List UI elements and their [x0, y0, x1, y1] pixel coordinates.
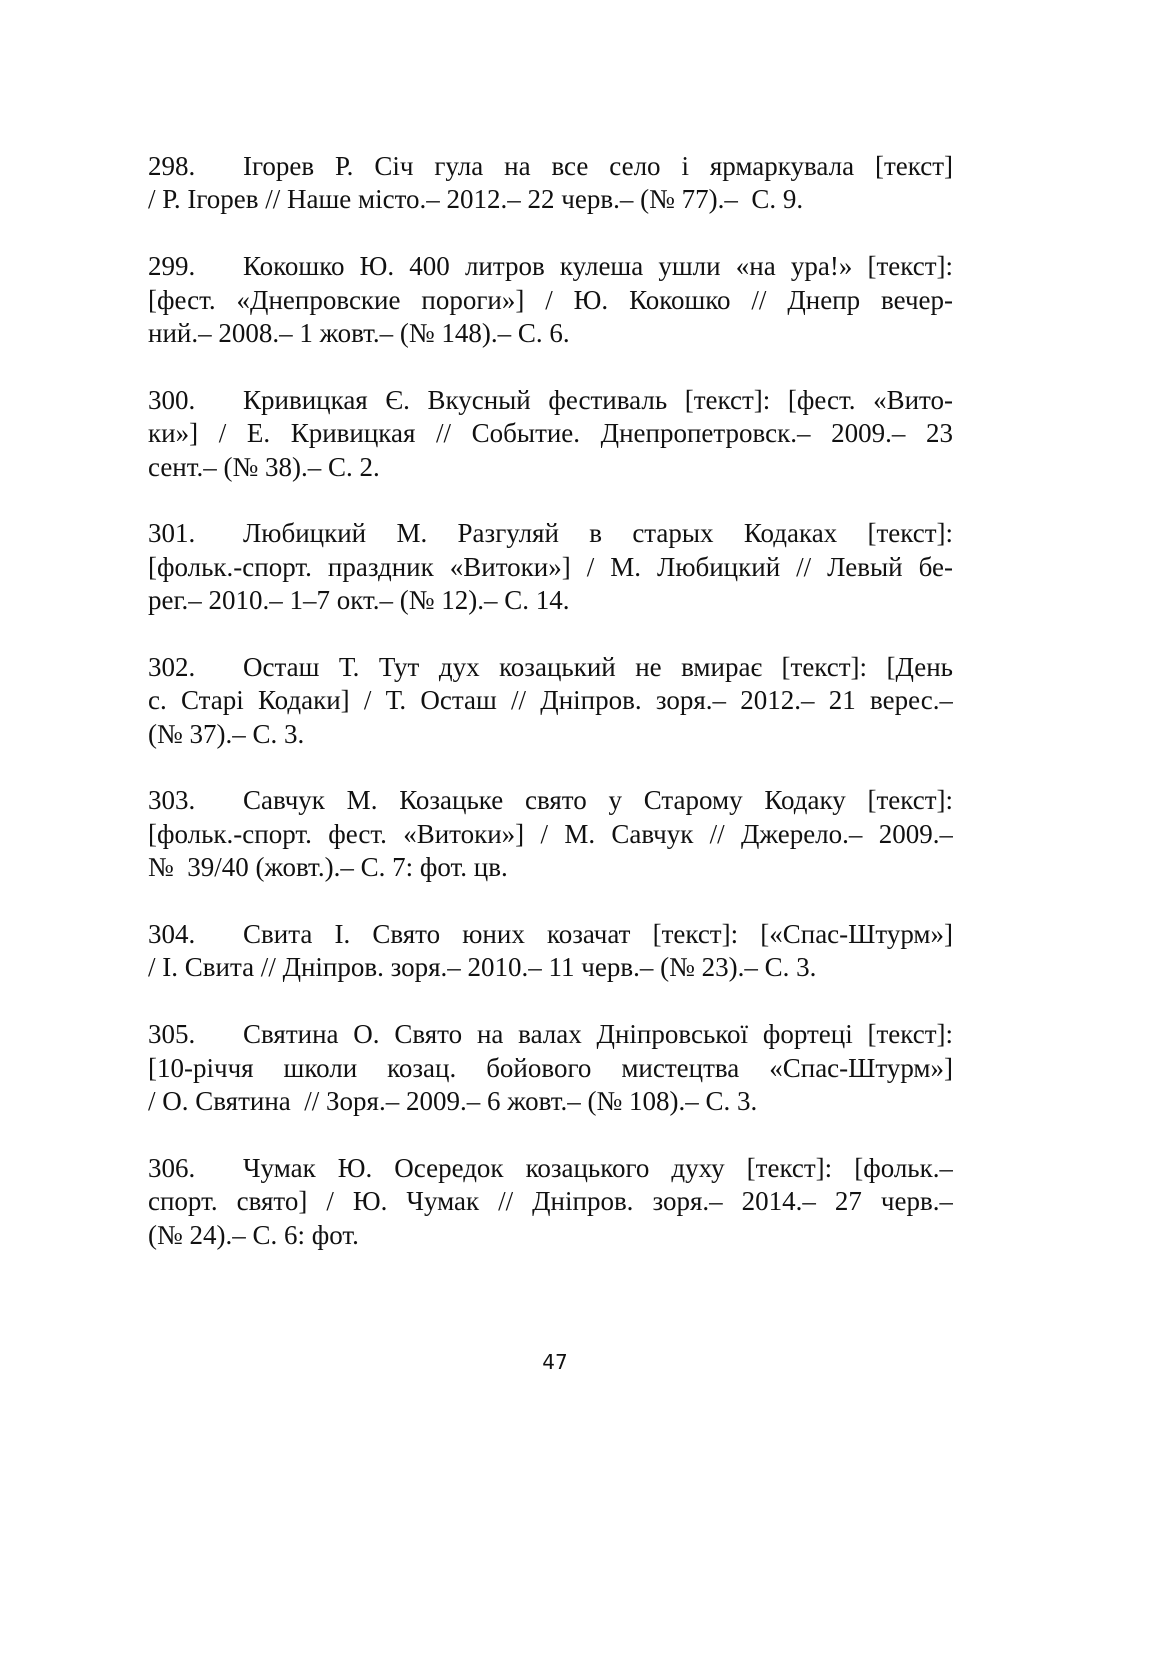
entry-line: [148, 1018, 953, 1051]
entry-text: [фольк.-спорт. праздник «Витоки»] / М. Любицкий // Левый бе-: [148, 551, 953, 582]
entry-text: [фест. «Днепровские пороги»] / Ю. Кокошко // Днепр вечер-: [148, 284, 953, 315]
entry-line: [148, 1219, 953, 1252]
entry-text: № 39/40 (жовт.).– С. 7: фот. цв.: [148, 852, 508, 883]
entry-line: [148, 317, 953, 350]
entry-number: 300.: [148, 384, 196, 415]
entry-line: [148, 651, 953, 684]
entry-line: [148, 551, 953, 584]
entry-text: / Р. Ігорев // Наше місто.– 2012.– 22 черв.– (№ 77).– С. 9.: [148, 184, 804, 215]
entry-number: 304.: [148, 918, 196, 949]
bibliography-entry: [148, 651, 953, 751]
entry-text: Святина О. Свято на валах Дніпровської фортеці [текст]:: [243, 1019, 953, 1050]
entry-number: 301.: [148, 518, 196, 549]
entry-number: 299.: [148, 251, 196, 282]
entry-number: 298.: [148, 151, 196, 181]
entry-line: [148, 918, 953, 951]
bibliography-entry: [148, 784, 953, 884]
entry-text: ний.– 2008.– 1 жовт.– (№ 148).– С. 6.: [148, 317, 570, 348]
entry-line: [148, 584, 953, 617]
entry-line: [148, 417, 953, 450]
entry-text: Кривицкая Є. Вкусный фестиваль [текст]: [фест. «Вито-: [243, 384, 953, 415]
entry-number: 303.: [148, 785, 196, 816]
entry-number: 305.: [148, 1019, 196, 1050]
entry-line: [148, 284, 953, 317]
entry-text: спорт. свято] / Ю. Чумак // Дніпров. зоря.– 2014.– 27 черв.–: [148, 1186, 953, 1217]
entry-line: [148, 818, 953, 851]
entry-line: [148, 684, 953, 717]
entry-line: [148, 384, 953, 417]
entry-line: [148, 1152, 953, 1185]
entry-text: Чумак Ю. Осередок козацького духу [текст]: [фольк.–: [243, 1152, 953, 1183]
entry-text: (№ 37).– С. 3.: [148, 718, 305, 749]
bibliography-entry: [148, 384, 953, 484]
bibliography-entry: [148, 1152, 953, 1252]
entry-text: сент.– (№ 38).– С. 2.: [148, 451, 380, 482]
entry-text: [10-річчя школи козац. бойового мистецтва «Спас-Штурм»]: [148, 1052, 953, 1083]
entry-text: Ігорев Р. Січ гула на все село і ярмаркувала [текст]: [243, 151, 953, 181]
entry-text: ки»] / Е. Кривицкая // Событие. Днепропетровск.– 2009.– 23: [148, 418, 953, 449]
bibliography-entry: [148, 918, 953, 985]
entry-text: (№ 24).– С. 6: фот.: [148, 1219, 359, 1250]
page-number: 47: [542, 1350, 568, 1374]
entry-text: [фольк.-спорт. фест. «Витоки»] / М. Савчук // Джерело.– 2009.–: [148, 818, 953, 849]
entry-line: [148, 951, 953, 984]
entry-text: / О. Святина // Зоря.– 2009.– 6 жовт.– (№ 108).– С. 3.: [148, 1085, 758, 1116]
entry-line: [148, 1052, 953, 1085]
entry-line: [148, 250, 953, 283]
entry-line: [148, 517, 953, 550]
entry-text: Кокошко Ю. 400 литров кулеша ушли «на ура!» [текст]:: [243, 251, 953, 282]
entry-text: Любицкий М. Разгуляй в старых Кодаках [текст]:: [243, 518, 953, 549]
bibliography-entry: [148, 517, 953, 617]
entry-text: / І. Свита // Дніпров. зоря.– 2010.– 11 черв.– (№ 23).– С. 3.: [148, 952, 817, 983]
bibliography-list: [148, 150, 953, 1285]
entry-text: Савчук М. Козацьке свято у Старому Кодаку [текст]:: [243, 785, 953, 816]
bibliography-entry: [148, 250, 953, 350]
entry-text: Осташ Т. Тут дух козацький не вмирає [текст]: [День: [243, 651, 953, 682]
entry-text: рег.– 2010.– 1–7 окт.– (№ 12).– С. 14.: [148, 585, 570, 616]
entry-number: 306.: [148, 1152, 196, 1183]
entry-line: [148, 1185, 953, 1218]
entry-line: [148, 784, 953, 817]
bibliography-entry: [148, 150, 953, 217]
entry-line: [148, 451, 953, 484]
entry-text: Свита І. Свято юних козачат [текст]: [«Спас-Штурм»]: [243, 918, 953, 949]
entry-line: [148, 150, 953, 183]
entry-line: [148, 718, 953, 751]
entry-text: с. Старі Кодаки] / Т. Осташ // Дніпров. зоря.– 2012.– 21 верес.–: [148, 685, 953, 716]
entry-line: [148, 1085, 953, 1118]
bibliography-entry: [148, 1018, 953, 1118]
entry-line: [148, 183, 953, 216]
entry-line: [148, 851, 953, 884]
entry-number: 302.: [148, 651, 196, 682]
